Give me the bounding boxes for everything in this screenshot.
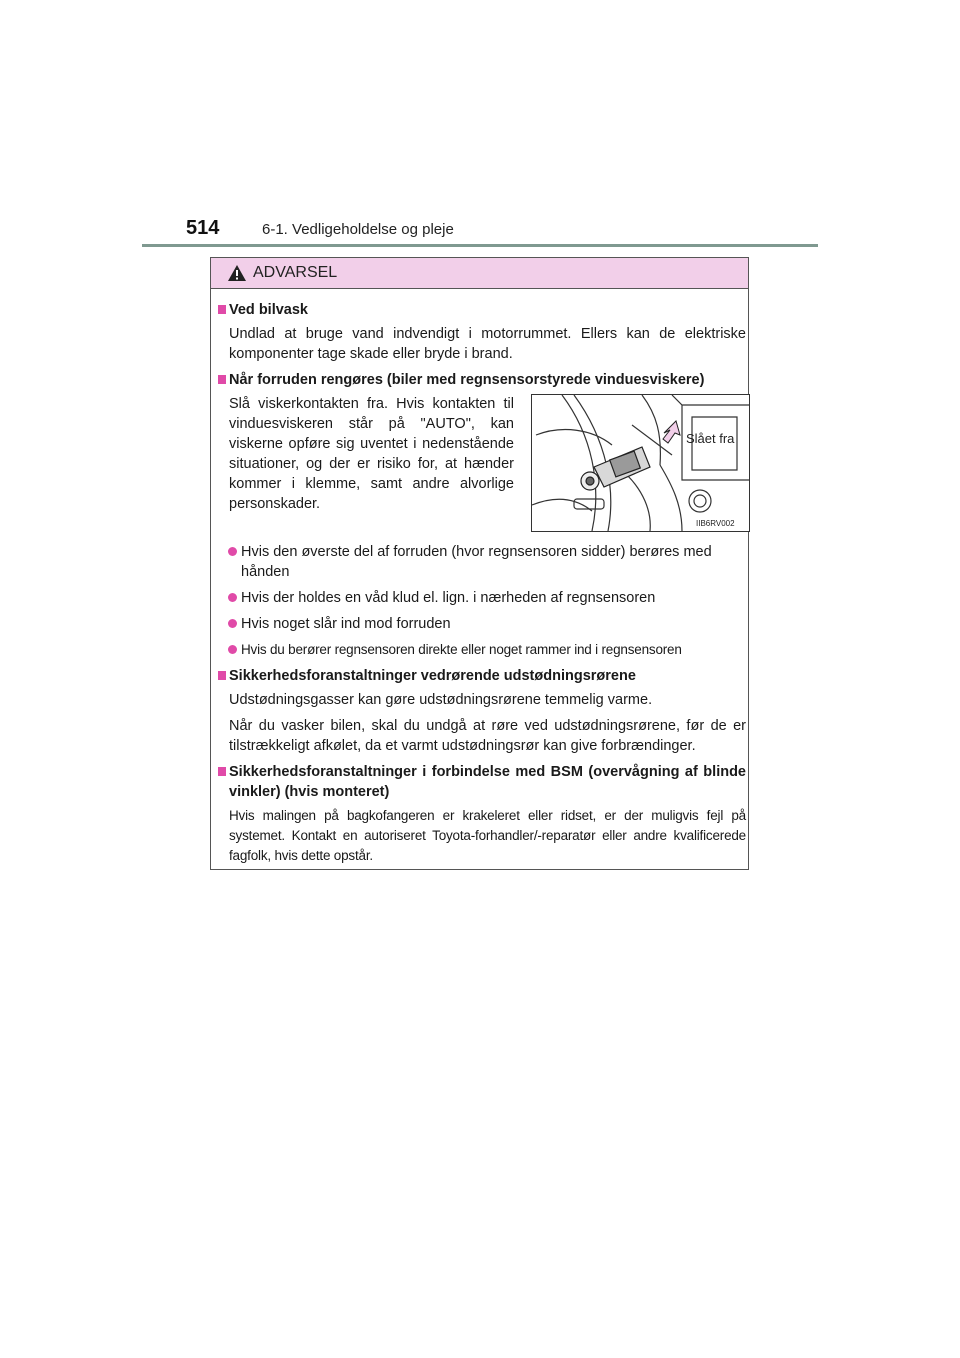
warning-box <box>210 257 749 870</box>
header-rule <box>142 244 818 247</box>
heading-bsm-text: Sikkerhedsforanstaltninger i forbindelse med BSM (overvågning af blinde vinkler) (hvis monteret) <box>229 764 746 800</box>
round-bullet-icon <box>228 645 237 654</box>
square-bullet-icon <box>218 375 226 384</box>
warning-title: ADVARSEL <box>253 264 338 281</box>
steering-column-illustration <box>532 395 749 531</box>
heading-carwash <box>218 300 746 320</box>
heading-bsm <box>218 762 746 802</box>
bullet-text: Hvis du berører regnsensoren direkte eller noget rammer ind i regnsensoren <box>241 642 682 657</box>
bsm-text: Hvis malingen på bagkofangeren er krakeleret eller ridset, er der muligvis fejl på systemet. Kontakt en autoriseret Toyota-forhandler/-reparatør eller andre kvalificerede fagfolk, hvis dette opstår. <box>229 808 746 863</box>
square-bullet-icon <box>218 305 226 314</box>
exhaust-text-1: Udstødningsgasser kan gøre udstødningsrørene temmelig varme. <box>229 692 653 708</box>
warning-header <box>211 258 748 289</box>
warning-icon <box>227 264 247 282</box>
round-bullet-icon <box>228 593 237 602</box>
section-title: 6-1. Vedligeholdelse og pleje <box>262 221 454 238</box>
bullet-text: Hvis der holdes en våd klud el. lign. i nærheden af regnsensoren <box>241 590 656 606</box>
bullet-text: Hvis noget slår ind mod forruden <box>241 616 451 632</box>
wiper-text: Slå viskerkontakten fra. Hvis kontakten til vinduesviskeren står på "AUTO", kan viskerne opføre sig uventet i nedenstående situationer, og der er risiko for, at hænder kommer i klemme, samt andre alvorlige personskader. <box>229 396 514 512</box>
heading-windshield <box>218 370 746 390</box>
round-bullet-icon <box>228 547 237 556</box>
wiper-switch-figure <box>531 394 750 532</box>
wiper-row <box>218 394 746 536</box>
exhaust-text-2: Når du vasker bilen, skal du undgå at røre ved udstødningsrørene, før de er tilstrækkeligt afkølet, da et varmt udstødningsrør kan give forbrændinger. <box>229 718 746 754</box>
heading-exhaust <box>218 666 746 686</box>
bullet-text: Hvis den øverste del af forruden (hvor regnsensoren sidder) berøres med hånden <box>241 544 712 580</box>
list-item <box>218 588 746 608</box>
round-bullet-icon <box>228 619 237 628</box>
figure-code: IIB6RV002 <box>696 519 735 528</box>
carwash-text: Undlad at bruge vand indvendigt i motorrummet. Ellers kan de elektriske komponenter tage skade eller bryde i brand. <box>229 326 746 362</box>
page-number: 514 <box>186 217 220 239</box>
heading-windshield-text: Når forruden rengøres (biler med regnsensorstyrede vinduesviskere) <box>229 372 705 388</box>
warning-content <box>218 300 746 872</box>
list-item <box>218 614 746 634</box>
heading-carwash-text: Ved bilvask <box>229 302 308 318</box>
list-item <box>218 542 746 582</box>
figure-label: Slået fra <box>686 431 735 446</box>
heading-exhaust-text: Sikkerhedsforanstaltninger vedrørende udstødningsrørene <box>229 668 636 684</box>
square-bullet-icon <box>218 671 226 680</box>
list-item <box>218 640 746 660</box>
square-bullet-icon <box>218 767 226 776</box>
